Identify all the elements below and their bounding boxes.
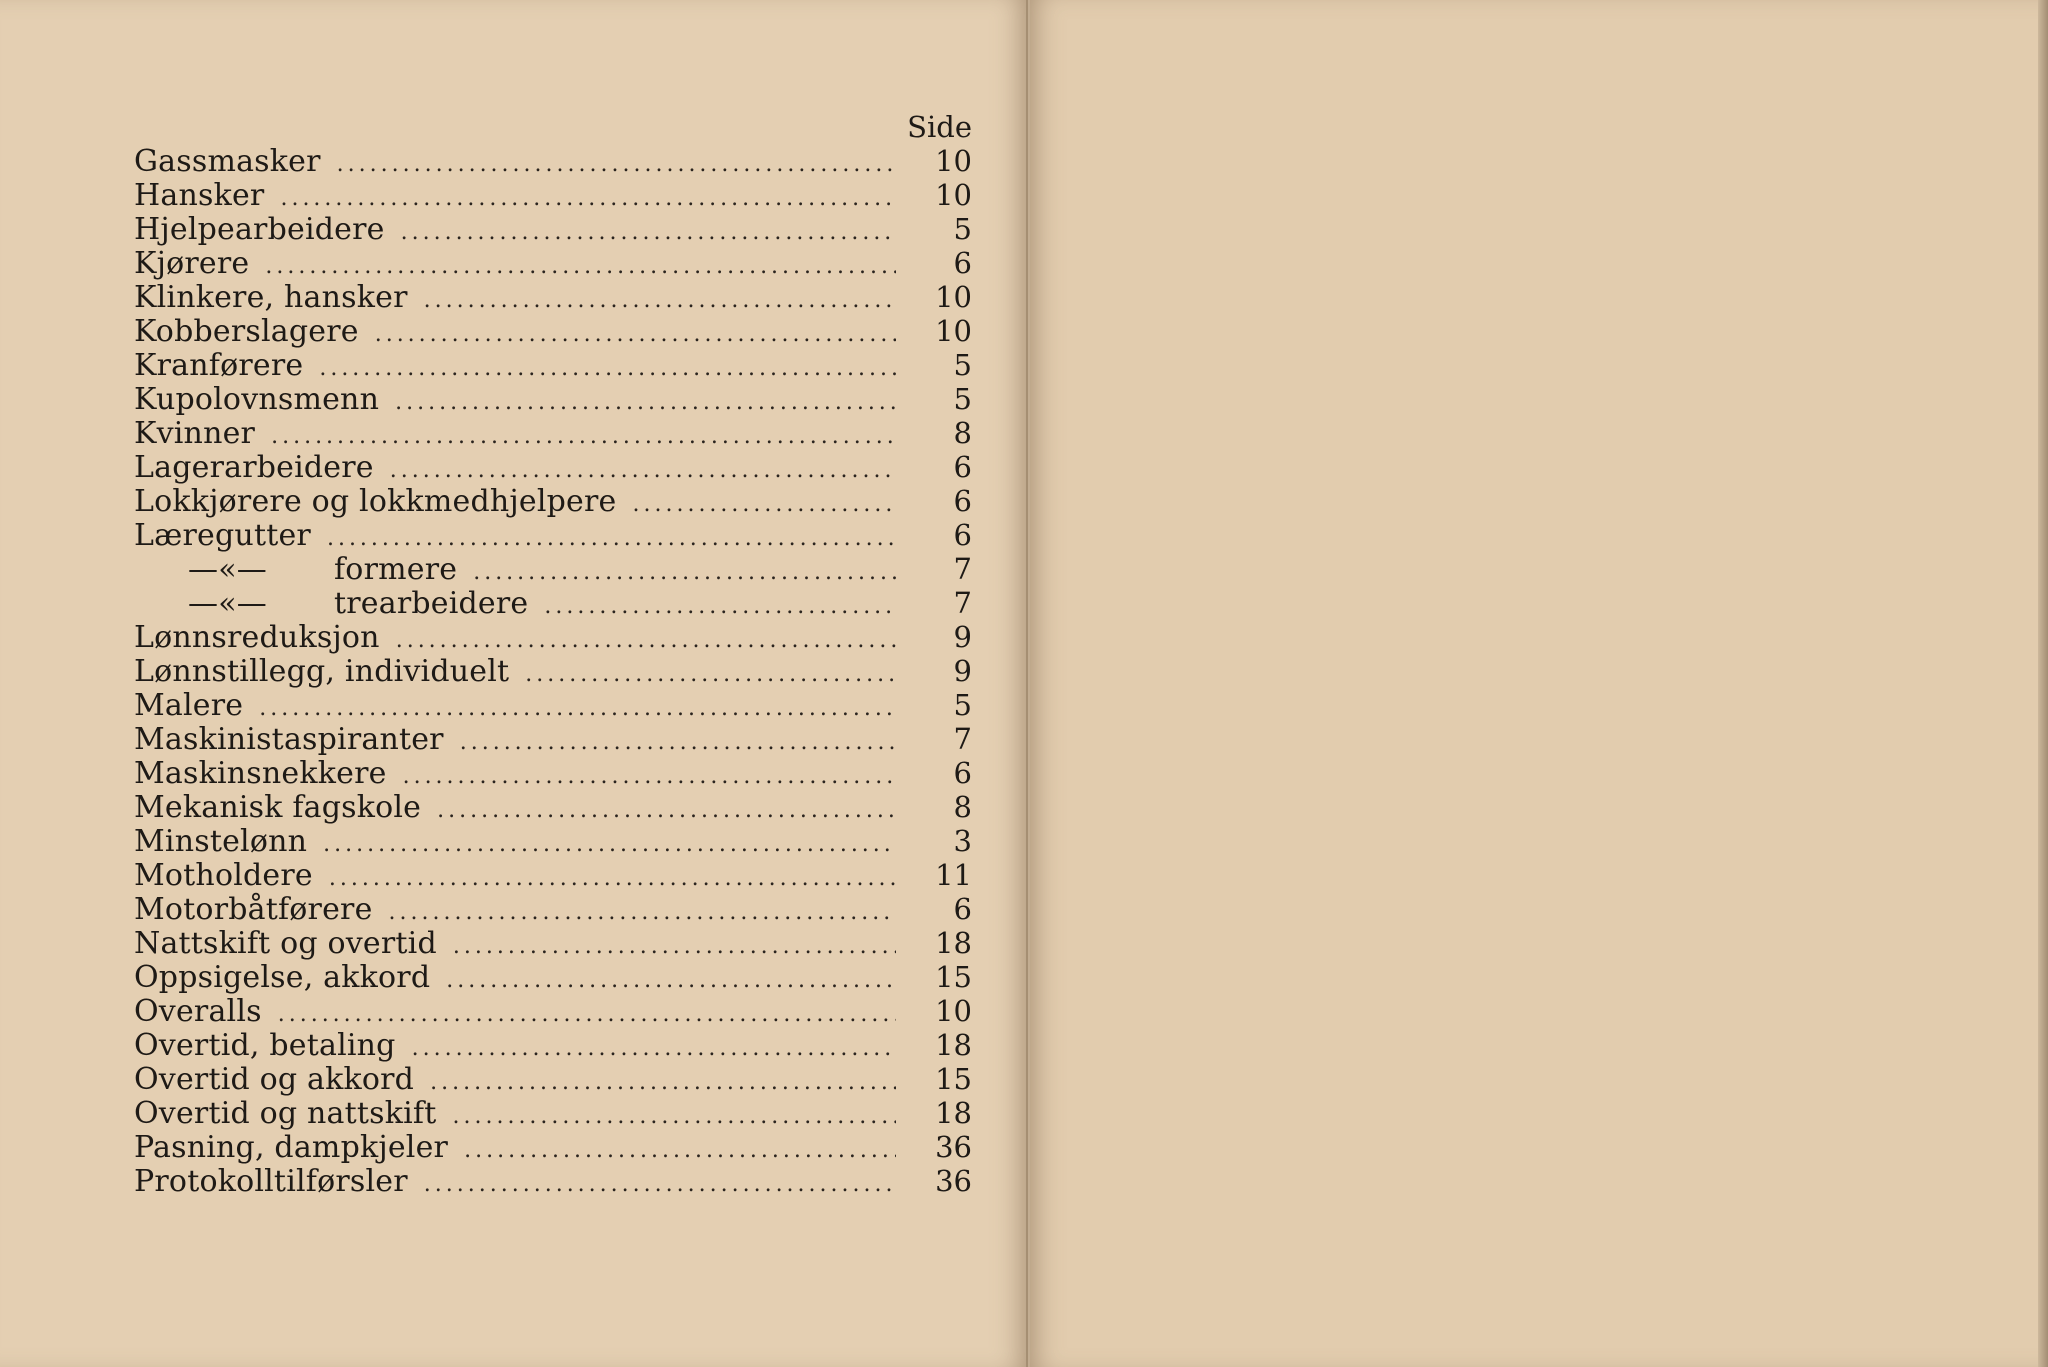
page-number: 18 <box>935 1028 972 1062</box>
dot-leader <box>390 454 896 488</box>
page-number: 36 <box>935 1130 972 1164</box>
index-entry <box>134 246 972 280</box>
entry-label: Overtid og akkord <box>134 1062 415 1097</box>
dot-leader <box>337 148 896 182</box>
entry-label <box>134 587 528 621</box>
dot-leader <box>375 318 896 352</box>
page-number: 6 <box>953 756 972 790</box>
index-entry <box>134 1062 972 1096</box>
dot-leader <box>453 930 896 964</box>
index-entry <box>134 1164 972 1198</box>
index-entry <box>134 144 972 178</box>
entry-label: Hjelpearbeidere <box>134 212 385 247</box>
page-number: 6 <box>953 484 972 518</box>
entry-label: Klinkere, hansker <box>134 280 408 315</box>
entry-label: Hansker <box>134 178 265 213</box>
dot-leader <box>319 352 896 386</box>
page-number: 6 <box>953 892 972 926</box>
index-entry <box>134 654 972 688</box>
index-entry <box>134 858 972 892</box>
index-entry <box>134 620 972 654</box>
dot-leader <box>280 182 896 216</box>
index-entry <box>134 586 972 620</box>
dot-leader <box>412 1032 896 1066</box>
page-number: 18 <box>935 926 972 960</box>
page-number: 9 <box>953 620 972 654</box>
entry-label: Maskinsnekkere <box>134 756 387 791</box>
entry-label <box>134 553 457 587</box>
entry-label: Kobberslagere <box>134 314 359 349</box>
page-number: 15 <box>935 1062 972 1096</box>
index-entry <box>134 178 972 212</box>
entry-label: Læregutter <box>134 518 311 553</box>
ditto-mark: —«— <box>188 586 267 621</box>
entry-label: Kranførere <box>134 348 304 383</box>
page-number: 5 <box>953 688 972 722</box>
dot-leader <box>632 488 896 522</box>
page-number: 6 <box>953 518 972 552</box>
dot-leader <box>424 1168 896 1202</box>
index-entry <box>134 416 972 450</box>
entry-label: Overtid, betaling <box>134 1028 396 1063</box>
page-number: 5 <box>953 382 972 416</box>
index-entry <box>134 756 972 790</box>
index-entry <box>134 960 972 994</box>
entry-label: Malere <box>134 688 244 723</box>
entry-label: Minstelønn <box>134 824 308 859</box>
dot-leader <box>437 794 896 828</box>
ditto-mark: —«— <box>188 552 267 587</box>
entry-label: Lokkjørere og lokkmedhjelpere <box>134 484 617 519</box>
page-number: 8 <box>953 416 972 450</box>
page-number: 5 <box>953 212 972 246</box>
entry-label: Gassmasker <box>134 144 321 179</box>
index-entry <box>134 552 972 586</box>
dot-leader <box>460 726 896 760</box>
index-entry <box>134 382 972 416</box>
entry-label: Lønnsreduksjon <box>134 620 380 655</box>
page-number: 36 <box>935 1164 972 1198</box>
dot-leader <box>329 862 896 896</box>
entry-label: Motholdere <box>134 858 313 893</box>
index-entry <box>134 1096 972 1130</box>
dot-leader <box>430 1066 896 1100</box>
dot-leader <box>389 896 896 930</box>
page-number: 10 <box>935 994 972 1028</box>
dot-leader <box>395 386 896 420</box>
dot-leader <box>403 760 896 794</box>
index-entry <box>134 348 972 382</box>
entry-label: Protokolltilførsler <box>134 1164 408 1199</box>
entry-label: Mekanisk fagskole <box>134 790 422 825</box>
entry-label: Kupolovnsmenn <box>134 382 380 417</box>
index-entry <box>134 892 972 926</box>
page-edge <box>2038 0 2048 1367</box>
dot-leader <box>265 250 896 284</box>
dot-leader <box>278 998 896 1032</box>
page-number: 10 <box>935 178 972 212</box>
dot-leader <box>424 284 896 318</box>
entry-label: Motorbåtførere <box>134 892 373 927</box>
entry-label: Overtid og nattskift <box>134 1096 437 1131</box>
dot-leader <box>452 1100 896 1134</box>
dot-leader <box>396 624 896 658</box>
entry-label: Nattskift og overtid <box>134 926 437 961</box>
dot-leader <box>473 556 896 590</box>
page-number: 5 <box>953 348 972 382</box>
index-entry <box>134 688 972 722</box>
left-index <box>134 110 972 1198</box>
index-entry <box>134 212 972 246</box>
dot-leader <box>259 692 896 726</box>
dot-leader <box>327 522 896 556</box>
page-number: 9 <box>953 654 972 688</box>
page-number: 6 <box>953 450 972 484</box>
right-page <box>1030 0 2048 1367</box>
dot-leader <box>544 590 896 624</box>
index-entry <box>134 484 972 518</box>
entry-label: Lagerarbeidere <box>134 450 374 485</box>
page-number: 6 <box>953 246 972 280</box>
dot-leader <box>525 658 896 692</box>
index-entry <box>134 926 972 960</box>
page-number: 10 <box>935 280 972 314</box>
dot-leader <box>323 828 896 862</box>
page-number: 7 <box>953 586 972 620</box>
page-number: 10 <box>935 144 972 178</box>
entry-label: Kvinner <box>134 416 256 451</box>
index-entry <box>134 1028 972 1062</box>
index-entry <box>134 280 972 314</box>
entry-label-text: formere <box>334 552 458 587</box>
dot-leader <box>271 420 896 454</box>
index-entry <box>134 518 972 552</box>
page-number: 3 <box>953 824 972 858</box>
side-header: Side <box>907 110 972 144</box>
page-number: 8 <box>953 790 972 824</box>
index-entry <box>134 994 972 1028</box>
index-entry <box>134 1130 972 1164</box>
entry-label: Pasning, dampkjeler <box>134 1130 449 1165</box>
left-entry-list <box>134 144 972 1198</box>
page-number: 10 <box>935 314 972 348</box>
index-entry <box>134 824 972 858</box>
index-entry <box>134 722 972 756</box>
dot-leader <box>464 1134 896 1168</box>
page-number: 7 <box>953 722 972 756</box>
entry-label: Oppsigelse, akkord <box>134 960 431 995</box>
page-number: 7 <box>953 552 972 586</box>
index-entry <box>134 314 972 348</box>
dot-leader <box>446 964 896 998</box>
entry-label: Kjørere <box>134 246 250 281</box>
index-entry <box>134 790 972 824</box>
dot-leader <box>401 216 896 250</box>
page-number: 11 <box>935 858 972 892</box>
index-entry <box>134 450 972 484</box>
page-number: 18 <box>935 1096 972 1130</box>
entry-label: Lønnstillegg, individuelt <box>134 654 510 689</box>
page-number: 15 <box>935 960 972 994</box>
entry-label-text: trearbeidere <box>334 586 529 621</box>
entry-label: Maskinistaspiranter <box>134 722 444 757</box>
entry-label: Overalls <box>134 994 262 1029</box>
